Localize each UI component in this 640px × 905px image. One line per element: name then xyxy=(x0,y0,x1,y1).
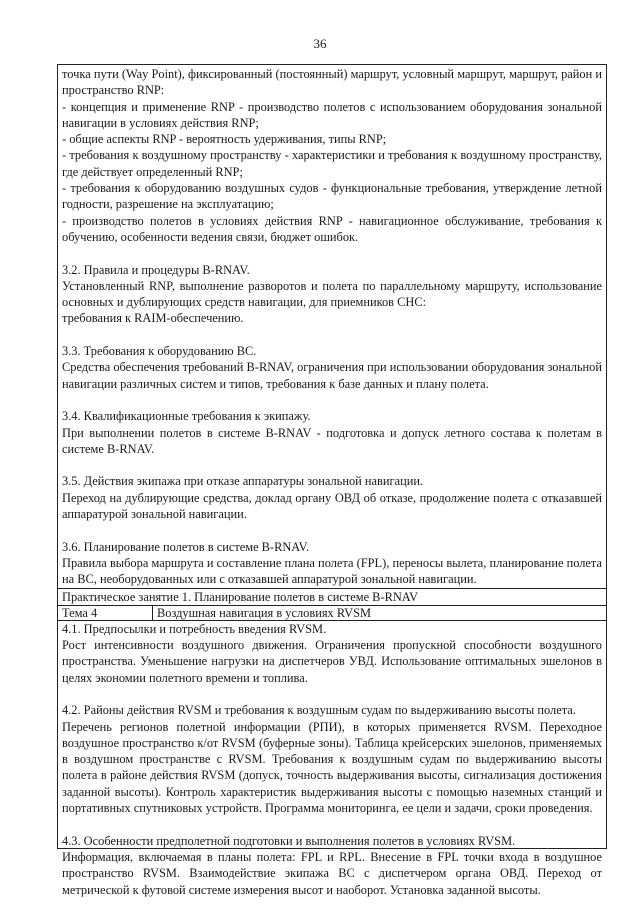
page-number: 36 xyxy=(313,36,327,51)
section-body-4-3: Информация, включаемая в планы полета: FPL и RPL. Внесение в FPL точки входа в воздушное пространство RVSM. Взаимодействие экипажа ВС с диспетчером органа ОВД. Переход от метрической к футовой системе измерения высот и наоборот. Установка заданной высоты. xyxy=(62,849,602,897)
section-heading-4-3: 4.3. Особенности предполетной подготовки и выполнения полетов в условиях RVSM. xyxy=(62,833,516,848)
paragraph: - требования к оборудованию воздушных судов - функциональные требования, утверждение летной годности, разрешение на эксплуатацию; xyxy=(62,181,602,212)
paragraph: - требования к воздушному пространству - характеристики и требования к воздушному пространству, где действует определенный RNP; xyxy=(62,148,602,179)
section-body-3-2-cont: требования к RAIM-обеспечению. xyxy=(62,311,244,326)
paragraph: - концепция и применение RNP - производство полетов с использованием оборудования зональной навигации в условиях действия RNP; xyxy=(62,99,602,130)
section-body-4-2: Перечень регионов полетной информации (РПИ), в которых применяется RVSM. Переходное воздушное пространство к/от RVSM (буферные зоны). Таблица крейсерских эшелонов, применяемых в воздушном пространстве с RVSM. Требования к воздушным судам по выдерживанию высоты полета в районе действия RVSM (допуск, точность выдерживания высоты, сигнализация достижения заданной высоты). Контроль характеристик выдерживания высоты с помощью наземных станций и портативных спутниковых устройств. Программа мониторинга, ее цели и задачи, сроки проведения. xyxy=(62,719,602,816)
curriculum-table xyxy=(57,64,607,897)
theme-row xyxy=(58,605,606,621)
section-heading-3-6: 3.6. Планирование полетов в системе B-RNAV. xyxy=(62,539,310,554)
section-body-3-3: Средства обеспечения требований B-RNAV, ограничения при использовании оборудования зональной навигации различных систем и типов, требования к базе данных и плану полета. xyxy=(62,360,602,391)
section-heading-4-2: 4.2. Районы действия RVSM и требования к воздушным судам по выдерживанию высоты полета. xyxy=(62,703,576,718)
section-body-4-1: Рост интенсивности воздушного движения. Ограничения пропускной способности воздушного пространства. Уменьшение нагрузки на диспетчеров УВД. Использование оптимальных эшелонов в целях экономии полетного времени и топлива. xyxy=(62,638,602,685)
paragraph: - общие аспекты RNP - вероятность удерживания, типы RNP; xyxy=(62,132,387,147)
section-heading-3-2: 3.2. Правила и процедуры B-RNAV. xyxy=(62,262,250,277)
section-body-3-2: Установленный RNP, выполнение разворотов и полета по параллельному маршруту, использование основных и дублирующих средств навигации, для приемников СНС: xyxy=(62,278,602,310)
section-body-3-4: При выполнении полетов в системе B-RNAV - подготовка и допуск летного состава к полетам в системе B-RNAV. xyxy=(62,425,602,456)
paragraph: точка пути (Way Point), фиксированный (постоянный) маршрут, условный маршрут, маршрут, район и пространство RNP: xyxy=(62,67,602,98)
section-body-3-5: Переход на дублирующие средства, доклад органу ОВД об отказе, продолжение полета с отказавшей аппаратурой зональной навигации. xyxy=(62,490,602,522)
section-heading-3-3: 3.3. Требования к оборудованию ВС. xyxy=(62,344,257,359)
section-body-3-6: Правила выбора маршрута и составление плана полета (FPL), переносы вылета, планирование полета на ВС, необорудованных или с отказавшей аппаратурой зональной навигации. xyxy=(62,555,602,587)
practical-lesson: Практическое занятие 1. Планирование полетов в системе B-RNAV xyxy=(62,589,419,604)
section-heading-3-5: 3.5. Действия экипажа при отказе аппаратуры зональной навигации. xyxy=(62,474,424,489)
paragraph: - производство полетов в условиях действия RNP - навигационное обслуживание, требования к обучению, особенности ведения связи, бюджет ошибок. xyxy=(62,213,602,244)
theme-title: Воздушная навигация в условиях RVSM xyxy=(157,605,371,620)
theme-label: Тема 4 xyxy=(58,606,153,620)
section-heading-4-1: 4.1. Предпосылки и потребность введения RVSM. xyxy=(62,621,327,636)
section-heading-3-4: 3.4. Квалификационные требования к экипажу. xyxy=(62,409,311,424)
